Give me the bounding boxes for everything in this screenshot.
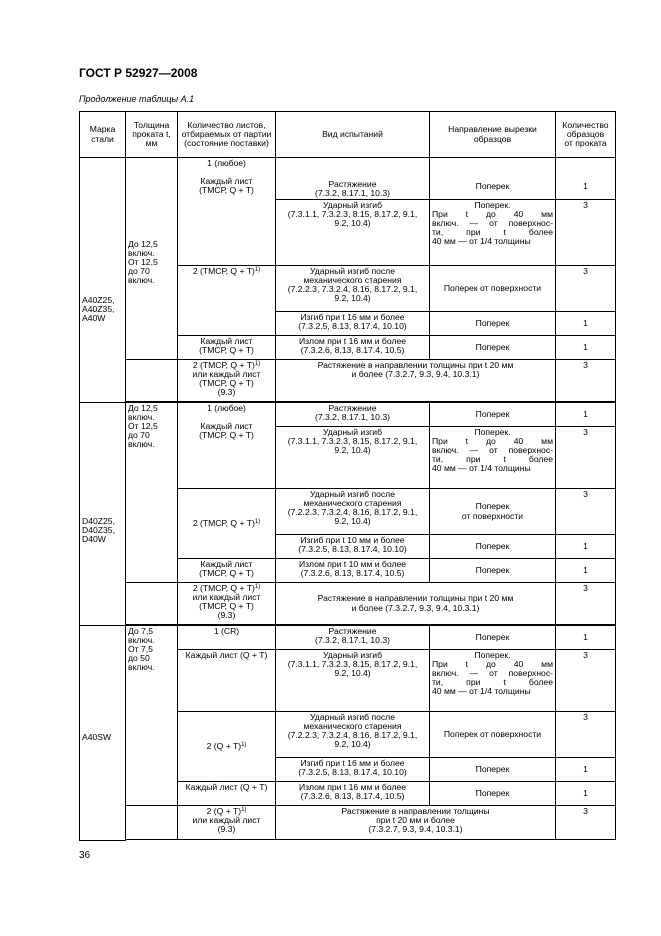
col-header-direction: Направление вырезки образцов bbox=[430, 112, 556, 158]
quantity-cell: 1 (любое) Каждый лист (ТМСР, Q + T) bbox=[178, 403, 276, 489]
direction-cell: Поперек bbox=[430, 403, 556, 427]
quantity-cell: 2 (ТМСР, Q + T)$^{1)}$ bbox=[178, 266, 276, 336]
test-type-cell: Ударный изгиб после механического старения (7.2.2.3, 7.3.2.4, 8.16, 8.17.2, 9.1, 9.2, 10.4) bbox=[276, 489, 430, 535]
count-cell: 3 bbox=[556, 489, 616, 535]
thickness-cell: До 7,5 включ. От 7,5 до 50 включ. bbox=[126, 626, 178, 806]
direction-cell: Поперек bbox=[430, 626, 556, 650]
test-type-cell: Ударный изгиб после механического старения (7.2.2.3, 7.3.2.4, 8.16, 8.17.2, 9.1, 9.2, 10.4) bbox=[276, 266, 430, 312]
test-type-cell: Изгиб при t 10 мм и более (7.3.2.5, 8.13, 8.17.4, 10.10) bbox=[276, 535, 430, 559]
count-cell: 3 bbox=[556, 266, 616, 312]
direction-cell: Поперек bbox=[430, 559, 556, 583]
direction-cell: Поперек bbox=[430, 312, 556, 336]
count-cell: 3 bbox=[556, 200, 616, 266]
quantity-cell: Каждый лист (Q + T) bbox=[178, 782, 276, 806]
count-cell: 1 bbox=[556, 758, 616, 782]
thickness-cell-empty bbox=[126, 583, 178, 625]
col-header-grade: Марка стали bbox=[80, 112, 126, 158]
direction-cell: Поперек от поверхности bbox=[430, 266, 556, 312]
test-type-cell: Ударный изгиб (7.3.1.1, 7.3.2.3, 8.15, 8.17.2, 9.1, 9.2, 10.4) bbox=[276, 650, 430, 712]
count-cell: 1 bbox=[556, 403, 616, 427]
test-type-cell: Растяжение в направлении толщины при t 20 мм и более (7.3.2.7, 9.3, 9.4, 10.3.1) bbox=[276, 806, 556, 840]
count-cell: 1 bbox=[556, 158, 616, 200]
document-title: ГОСТ Р 52927—2008 bbox=[79, 66, 198, 80]
count-cell: 3 bbox=[556, 806, 616, 840]
direction-cell: Поперек. При t до 40 мм включ. — от поверхнос- ти, при t более 40 мм — от 1/4 толщины bbox=[430, 200, 556, 266]
quantity-cell: 1 (любое) Каждый лист (ТМСР, Q + T) bbox=[178, 158, 276, 266]
thickness-cell-empty bbox=[126, 806, 178, 840]
quantity-cell: 2 (ТМСР, Q + T)$^{1)}$ bbox=[178, 489, 276, 559]
test-type-cell: Растяжение (7.3.2, 8.17.1, 10.3) bbox=[276, 626, 430, 650]
test-type-cell: Растяжение (7.3.2, 8.17.1, 10.3) bbox=[276, 158, 430, 200]
quantity-cell: 2 (ТМСР, Q + T)$^{1)}$ или каждый лист (ТМСР, Q + T) (9.3) bbox=[178, 583, 276, 625]
direction-cell: Поперек от поверхности bbox=[430, 712, 556, 758]
count-cell: 1 bbox=[556, 626, 616, 650]
quantity-cell: Каждый лист (ТМСР, Q + T) bbox=[178, 336, 276, 360]
test-type-cell: Излом при t 10 мм и более (7.3.2.6, 8.13, 8.17.4, 10.5) bbox=[276, 559, 430, 583]
direction-cell: Поперек bbox=[430, 158, 556, 200]
test-table bbox=[79, 111, 616, 841]
count-cell: 1 bbox=[556, 559, 616, 583]
test-type-cell: Растяжение в направлении толщины при t 20 мм и более (7.3.2.7, 9.3, 9.4, 10.3.1) bbox=[276, 583, 556, 625]
table-row bbox=[80, 626, 616, 650]
test-type-cell: Растяжение в направлении толщины при t 20 мм и более (7.3.2.7, 9.3, 9.4, 10.3.1) bbox=[276, 360, 556, 402]
direction-cell: Поперек bbox=[430, 782, 556, 806]
quantity-cell: 2 (ТМСР, Q + T)$^{1)}$ или каждый лист (ТМСР, Q + T) (9.3) bbox=[178, 360, 276, 402]
thickness-cell: До 12,5 включ. От 12,5 до 70 включ. bbox=[126, 158, 178, 360]
table-row bbox=[80, 583, 616, 625]
table-row bbox=[80, 403, 616, 427]
direction-cell: Поперек bbox=[430, 758, 556, 782]
grade-cell: A40Z25, A40Z35, A40W bbox=[80, 158, 126, 403]
test-type-cell: Излом при t 16 мм и более (7.3.2.6, 8.13, 8.17.4, 10.5) bbox=[276, 782, 430, 806]
col-header-thickness: Толщина проката t, мм bbox=[126, 112, 178, 158]
table-caption: Продолжение таблицы А.1 bbox=[79, 94, 195, 104]
table-header-row bbox=[80, 112, 616, 158]
page-number: 36 bbox=[79, 850, 91, 861]
count-cell: 1 bbox=[556, 782, 616, 806]
table-row bbox=[80, 806, 616, 840]
test-type-cell: Растяжение (7.3.2, 8.17.1, 10.3) bbox=[276, 403, 430, 427]
count-cell: 1 bbox=[556, 336, 616, 360]
direction-cell: Поперек. При t до 40 мм включ. — от поверхнос- ти, при t более 40 мм — от 1/4 толщины bbox=[430, 650, 556, 712]
test-type-cell: Изгиб при t 16 мм и более (7.3.2.5, 8.13, 8.17.4, 10.10) bbox=[276, 758, 430, 782]
test-type-cell: Ударный изгиб (7.3.1.1, 7.3.2.3, 8.15, 8.17.2, 9.1, 9.2, 10.4) bbox=[276, 427, 430, 489]
quantity-cell: 1 (CR) bbox=[178, 626, 276, 650]
count-cell: 3 bbox=[556, 712, 616, 758]
grade-cell: A40SW bbox=[80, 626, 126, 841]
col-header-count: Количество образцов от проката bbox=[556, 112, 616, 158]
direction-cell: Поперек от поверхности bbox=[430, 489, 556, 535]
thickness-cell-empty bbox=[126, 360, 178, 402]
spacer-row bbox=[80, 840, 616, 841]
count-cell: 3 bbox=[556, 427, 616, 489]
direction-cell: Поперек bbox=[430, 336, 556, 360]
count-cell: 1 bbox=[556, 312, 616, 336]
quantity-cell: 2 $(Q + T)^{1)}$ или каждый лист (9.3) bbox=[178, 806, 276, 840]
count-cell: 1 bbox=[556, 535, 616, 559]
table-row bbox=[80, 158, 616, 200]
quantity-cell: 2 $(Q + T)^{1)}$ bbox=[178, 712, 276, 782]
test-type-cell: Ударный изгиб (7.3.1.1, 7.3.2.3, 8.15, 8.17.2, 9.1, 9.2, 10.4) bbox=[276, 200, 430, 266]
count-cell: 3 bbox=[556, 583, 616, 625]
test-type-cell: Ударный изгиб после механического старения (7.2.2.3, 7.3.2.4, 8.16, 8.17.2, 9.1, 9.2, 10.4) bbox=[276, 712, 430, 758]
table-row bbox=[80, 360, 616, 402]
grade-cell: D40Z25, D40Z35, D40W bbox=[80, 403, 126, 626]
thickness-cell: До 12,5 включ. От 12,5 до 70 включ. bbox=[126, 403, 178, 583]
direction-cell: Поперек. При t до 40 мм включ. — от поверхнос- ти, при t более 40 мм — от 1/4 толщины bbox=[430, 427, 556, 489]
col-header-quantity: Количество листов, отбираемых от партии (состояние поставки) bbox=[178, 112, 276, 158]
test-type-cell: Излом при t 16 мм и более (7.3.2.6, 8.13, 8.17.4, 10.5) bbox=[276, 336, 430, 360]
quantity-cell: Каждый лист (ТМСР, Q + T) bbox=[178, 559, 276, 583]
test-type-cell: Изгиб при t 16 мм и более (7.3.2.5, 8.13, 8.17.4, 10.10) bbox=[276, 312, 430, 336]
direction-cell: Поперек bbox=[430, 535, 556, 559]
count-cell: 3 bbox=[556, 360, 616, 402]
quantity-cell: Каждый лист (Q + T) bbox=[178, 650, 276, 712]
count-cell: 3 bbox=[556, 650, 616, 712]
col-header-test-type: Вид испытаний bbox=[276, 112, 430, 158]
